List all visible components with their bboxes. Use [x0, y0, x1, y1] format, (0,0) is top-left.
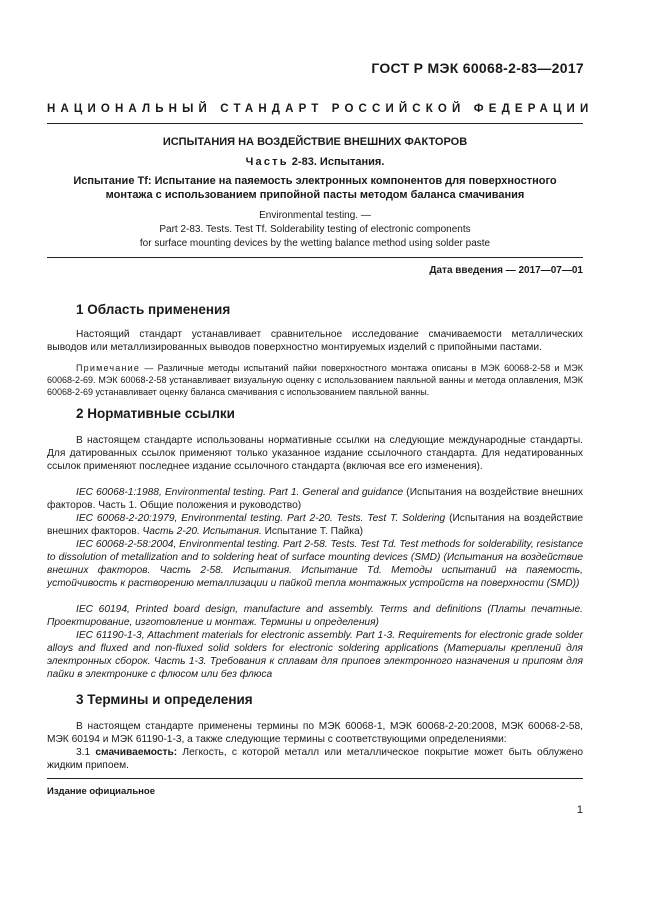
reference-iec-61190-1-3: IEC 61190-1-3, Attachment materials for electronic assembly. Part 1-3. Requirements for electronic grade solder alloys and fluxed and non-fluxed solid solders for electronic soldering applications (Материалы креплений для электронных сборок. Часть 1-3. Требования к сплавам для припоев электронного назначения и припоям для пайки в электронике с флюсом или без флюса	[47, 630, 583, 680]
reference-iec-60068-2-58: IEC 60068-2-58:2004, Environmental testing. Part 2-58. Tests. Test Td. Test methods for solderability, resistance to dissolution of metallization and to soldering heat of surface mounting devices (SMD) (Испытания на воздействие внешних факторов. Часть 2-58. Испытания. Испытание Td. Методы испытаний на паяемость, устойчивость к растворению металлизации и пайкой тепла монтажных устройств на поверхности (SMD))	[47, 539, 583, 589]
reference-2-translation-a: (Испытания на воздействие внешних факторов.	[47, 513, 583, 537]
note-text: — Различные методы испытаний пайки поверхностного монтажа описаны в МЭК 60068-2-58 и МЭК 60068-2-69. МЭК 60068-2-58 устанавливает визуальную оценку с использованием паяльной ванны и метода оплавления, МЭК 60068-2-69 устанавливает оценку баланса смачивания с использованием паяльной ванны.	[47, 363, 583, 397]
document-title: ИСПЫТАНИЯ НА ВОЗДЕЙСТВИЕ ВНЕШНИХ ФАКТОРОВ	[162, 136, 468, 148]
english-title	[47, 209, 583, 251]
test-title-line-1: Испытание Tf: Испытание на паяемость электронных компонентов для поверхностного	[73, 175, 557, 187]
english-title-line-3: for surface mounting devices by the wetting balance method using solder paste	[139, 238, 491, 249]
section-1-note	[47, 362, 583, 398]
footer-divider	[47, 778, 583, 779]
part-title	[47, 156, 583, 168]
header-divider	[47, 123, 583, 124]
reference-2-translation-b: Испытание Т. Пайка)	[261, 526, 364, 537]
reference-1-title: IEC 60068-1:1988, Environmental testing. Part 1. General and guidance	[76, 487, 404, 498]
section-2-intro: В настоящем стандарте использованы нормативные ссылки на следующие международные стандарты. Для датированных ссылок применяют только указанное издание ссылочного стандарта. Для недатированных ссылок применяют последнее издание ссылочного стандарта (включая все его изменения).	[47, 435, 583, 472]
reference-iec-60068-1	[47, 486, 583, 512]
national-standard-banner: НАЦИОНАЛЬНЫЙ СТАНДАРТ РОССИЙСКОЙ ФЕДЕРАЦИИ	[47, 103, 594, 115]
term-name: смачиваемость:	[95, 747, 178, 758]
term-definition: Легкость, с которой металл или металлическое покрытие может быть облужено жидким припоем.	[47, 747, 583, 771]
section-2-heading: 2 Нормативные ссылки	[76, 406, 235, 421]
page-number: 1	[576, 804, 583, 816]
reference-iec-60068-2-20	[47, 512, 583, 538]
part-number: 2-83. Испытания.	[291, 156, 385, 168]
test-title	[47, 174, 583, 202]
document-number: ГОСТ Р МЭК 60068-2-83—2017	[371, 60, 584, 76]
section-1-heading: 1 Область применения	[76, 302, 231, 317]
introduction-date: Дата введения — 2017—07—01	[429, 265, 583, 276]
section-1-paragraph: Настоящий стандарт устанавливает сравнительное исследование смачиваемости металлических выводов или металлизированных выводов поверхностно монтируемых изделий с припойными пастами.	[47, 329, 583, 353]
section-3-heading: 3 Термины и определения	[76, 692, 253, 707]
section-3-intro: В настоящем стандарте применены термины по МЭК 60068-1, МЭК 60068-2-20:2008, МЭК 60068-2-58, МЭК 60194 и МЭК 61190-1-3, а также следующие термины с соответствующими определениями:	[47, 721, 583, 745]
reference-2-title: IEC 60068-2-20:1979, Environmental testing. Part 2-20. Tests. Test T. Soldering	[76, 513, 446, 524]
title-divider	[47, 257, 583, 258]
reference-iec-60194: IEC 60194, Printed board design, manufacture and assembly. Terms and definitions (Платы печатные. Проектирование, изготовление и монтаж. Термины и определения)	[47, 604, 583, 628]
term-number: 3.1	[76, 747, 96, 758]
note-label: Примечание	[76, 363, 141, 373]
part-word: Часть	[245, 156, 289, 168]
english-title-line-2: Part 2-83. Tests. Test Tf. Solderability testing of electronic components	[159, 224, 471, 235]
english-title-line-1: Environmental testing. —	[259, 210, 371, 221]
term-wettability	[47, 746, 583, 772]
test-title-line-2: монтажа с использованием припойной пасты методом баланса смачивания	[105, 189, 525, 201]
reference-1-translation: (Испытания на воздействие внешних факторов. Часть 1. Общие положения и руководство)	[47, 487, 583, 511]
official-edition-label: Издание официальное	[47, 786, 155, 797]
reference-2-translation-italic: Часть 2-20. Испытания.	[142, 526, 262, 537]
